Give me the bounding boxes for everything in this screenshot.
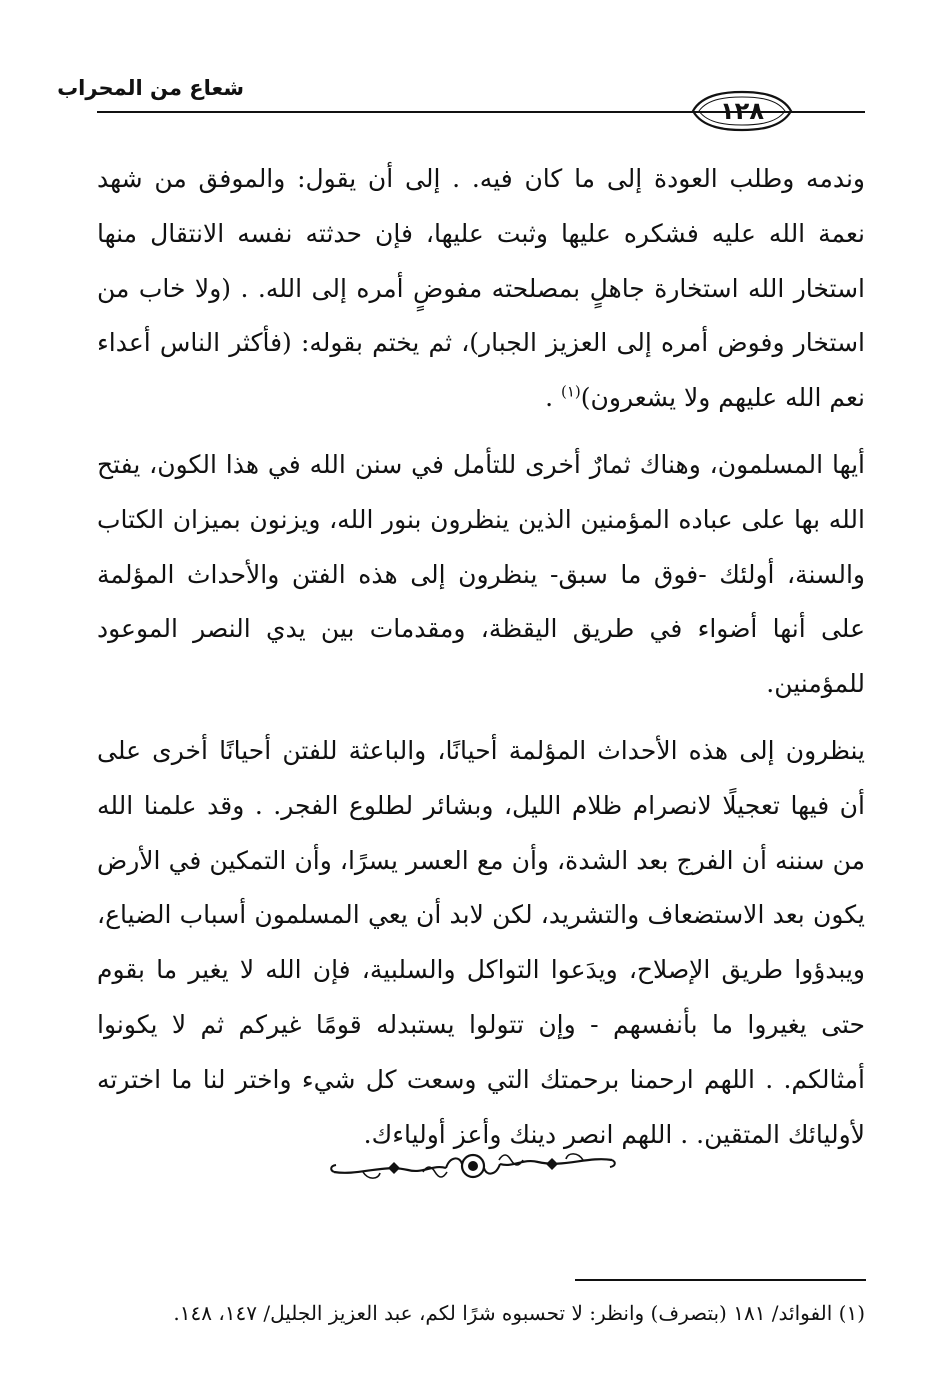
- main-text: [97, 152, 865, 1162]
- header-divider: [97, 111, 865, 113]
- paragraph-3: ينظرون إلى هذه الأحداث المؤلمة أحيانًا، والباعثة للفتن أحيانًا أخرى على أن فيها تعجيلًا لانصرام ظلام الليل، وبشائر لطلوع الفجر. . وقد علمنا الله من سننه أن الفرج بعد الشدة، وأن مع العسر يسرًا، وأن التمكين في الأرض يكون بعد الاستضعاف والتشريد، لكن لابد أن يعي المسلمون أسباب الضياع، ويبدؤوا طريق الإصلاح، ويدَعوا التواكل والسلبية، فإن الله لا يغير ما بقوم حتى يغيروا ما بأنفسهم - وإن تتولوا يستبدله قومًا غيركم ثم لا يكونوا أمثالكم. . اللهم ارحمنا برحمتك التي وسعت كل شيء واختر لنا ما اخترته لأوليائك المتقين. . اللهم انصر دينك وأعز أولياءك.: [97, 735, 865, 1149]
- footnote: (١) الفوائد/ ١٨١ (بتصرف) وانظر: لا تحسبوه شرًا لكم، عبد العزيز الجليل/ ١٤٧، ١٤٨.: [173, 1301, 865, 1325]
- paragraph-1: [97, 152, 865, 426]
- paragraph-1-text: وندمه وطلب العودة إلى ما كان فيه. . إلى أن يقول: والموفق من شهد نعمة الله عليه فشكره عليها وثبت عليها، فإن حدثته نفسه الانتقال منها استخار الله استخارة جاهلٍ بمصلحته مفوضٍ أمره إلى الله. . (ولا خاب من استخار وفوض أمره إلى العزيز الجبار)، ثم يختم بقوله: (فأكثر الناس أعداء نعم الله عليهم ولا يشعرون): [97, 164, 865, 413]
- paragraph-2: أيها المسلمون، وهناك ثمارٌ أخرى للتأمل في سنن الله في هذا الكون، يفتح الله بها على عباده المؤمنين الذين ينظرون بنور الله، ويزنون بميزان الكتاب والسنة، أولئك -فوق ما سبق- ينظرون إلى هذه الفتن والأحداث المؤلمة على أنها أضواء في طريق اليقظة، ومقدمات بين يدي النصر الموعود للمؤمنين.: [97, 449, 865, 699]
- footnote-divider: [575, 1279, 866, 1281]
- running-header-title: شعاع من المحراب: [57, 76, 244, 100]
- footnote-reference: (١): [561, 382, 581, 401]
- paragraph-1-end: .: [545, 383, 554, 413]
- page-number: ١٢٨: [720, 97, 764, 125]
- decorative-divider-icon: [328, 1146, 618, 1186]
